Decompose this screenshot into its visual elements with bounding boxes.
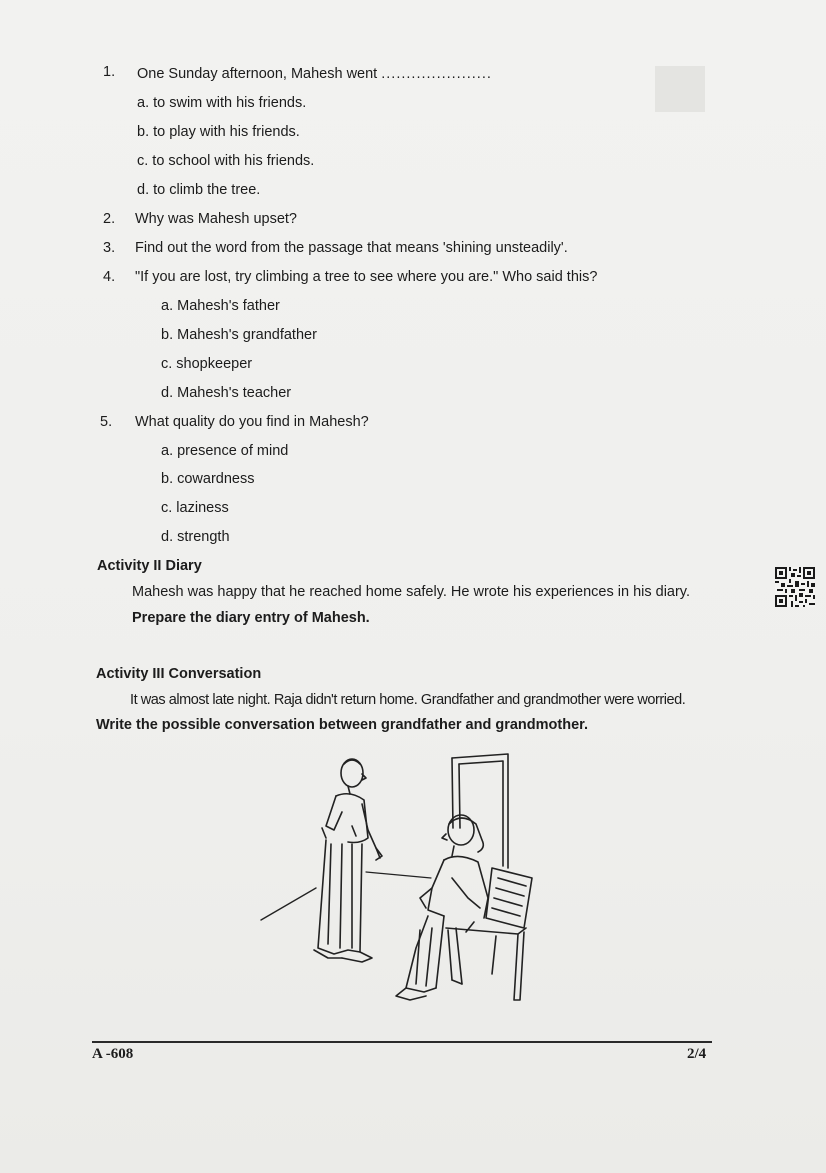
grandmother-figure — [396, 815, 488, 1000]
question-5-option-b: b. cowardness — [161, 471, 255, 487]
question-5-text: What quality do you find in Mahesh? — [135, 414, 369, 430]
question-4-text: "If you are lost, try climbing a tree to see where you are." Who said this? — [135, 269, 598, 285]
question-3-text: Find out the word from the passage that means 'shining unsteadily'. — [135, 240, 568, 256]
question-1-option-a: a. to swim with his friends. — [137, 95, 307, 111]
paper-code: A -608 — [92, 1046, 134, 1062]
activity-2-task: Prepare the diary entry of Mahesh. — [132, 610, 370, 626]
question-5-option-a: a. presence of mind — [161, 443, 289, 459]
question-1-option-b: b. to play with his friends. — [137, 124, 300, 140]
page-number: 2/4 — [687, 1046, 707, 1062]
grandparents-illustration — [256, 748, 541, 1013]
scan-smudge — [655, 66, 705, 112]
question-1-text — [137, 66, 492, 82]
footer-rule — [92, 1041, 712, 1043]
question-1-option-c: c. to school with his friends. — [137, 153, 315, 169]
qr-code-icon — [775, 567, 815, 607]
activity-2-title: Activity II Diary — [97, 558, 202, 574]
question-4-option-d: d. Mahesh's teacher — [161, 385, 292, 401]
question-5-option-d: d. strength — [161, 529, 230, 545]
question-1-blank: ...................... — [381, 66, 492, 82]
question-4-option-a: a. Mahesh's father — [161, 298, 280, 314]
question-2-number: 2. — [103, 211, 116, 227]
question-2-text: Why was Mahesh upset? — [135, 211, 297, 227]
activity-3-task: Write the possible conversation between grandfather and grandmother. — [96, 717, 589, 733]
question-5-number: 5. — [100, 414, 113, 430]
question-1-number: 1. — [103, 64, 116, 80]
grandfather-figure — [314, 759, 382, 962]
question-4-option-b: b. Mahesh's grandfather — [161, 327, 317, 343]
activity-3-title: Activity III Conversation — [96, 666, 262, 682]
question-4-number: 4. — [103, 269, 116, 285]
question-4-option-c: c. shopkeeper — [161, 356, 253, 372]
question-1-stem: One Sunday afternoon, Mahesh went — [137, 66, 378, 82]
question-1-option-d: d. to climb the tree. — [137, 182, 261, 198]
activity-3-text: It was almost late night. Raja didn't return home. Grandfather and grandmother were worried. — [130, 692, 686, 708]
question-3-number: 3. — [103, 240, 116, 256]
question-5-option-c: c. laziness — [161, 500, 229, 516]
activity-2-text: Mahesh was happy that he reached home safely. He wrote his experiences in his diary. — [132, 584, 691, 600]
